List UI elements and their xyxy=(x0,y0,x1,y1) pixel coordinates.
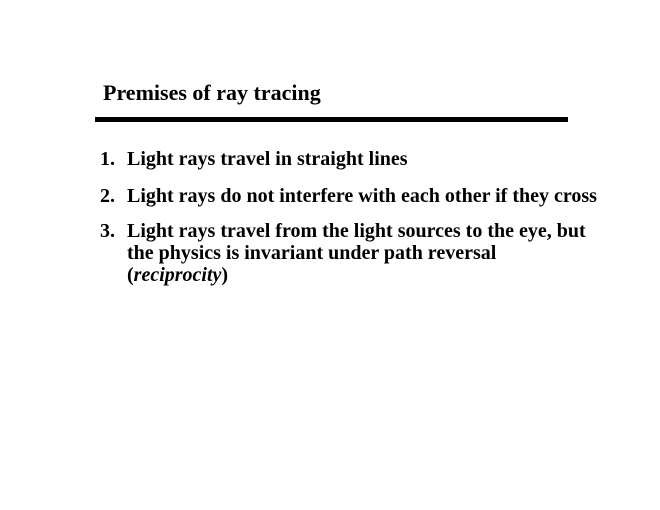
item-text-line: Light rays travel from the light sources to the eye, but xyxy=(127,220,586,242)
item-body xyxy=(127,148,620,170)
parenthesis-open: ( xyxy=(127,264,134,286)
item-number: 3. xyxy=(100,220,115,242)
item-text-line: Light rays do not interfere with each other if they cross xyxy=(127,185,597,207)
title-underline-rule xyxy=(95,117,568,122)
reciprocity-italic-word: reciprocity xyxy=(133,264,222,286)
premises-list xyxy=(100,148,620,286)
list-item-1 xyxy=(100,148,620,170)
item-body xyxy=(127,220,620,286)
item-parenthetical-line xyxy=(127,264,620,286)
parenthesis-close: ) xyxy=(221,264,229,286)
item-number: 2. xyxy=(100,185,115,207)
slide-title: Premises of ray tracing xyxy=(103,80,321,105)
item-number: 1. xyxy=(100,148,115,170)
list-item-2 xyxy=(100,185,620,207)
item-text-line: the physics is invariant under path reversal xyxy=(127,242,497,264)
item-text-line: Light rays travel in straight lines xyxy=(127,148,408,170)
list-item-3 xyxy=(100,220,620,286)
item-body xyxy=(127,185,620,207)
